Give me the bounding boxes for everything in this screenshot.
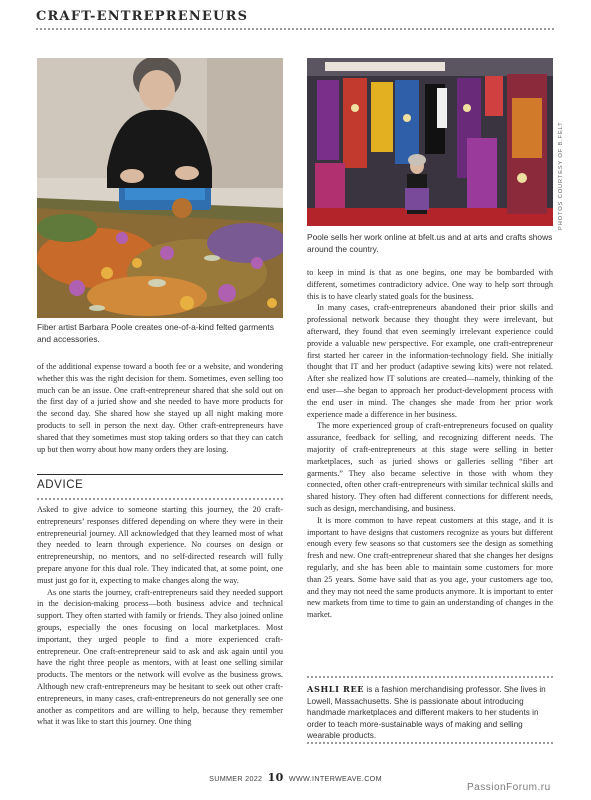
author-name: ASHLI REE [307, 684, 365, 694]
section-title: CRAFT-ENTREPRENEURS [36, 9, 249, 24]
footer-website: WWW.INTERWEAVE.COM [288, 774, 382, 783]
photo-caption-left: Fiber artist Barbara Poole creates one-of-a-kind felted garments and accessories. [37, 322, 274, 344]
right-column [307, 267, 553, 621]
header-divider [36, 28, 554, 30]
watermark: PassionForum.ru [467, 782, 551, 793]
right-paragraph-1: to keep in mind is that as one begins, one may be bombarded with different, sometimes contradictory advice. One way to help sort through this is to have clearly stated goals for the business. [307, 268, 553, 301]
footer-issue: SUMMER 2022 [209, 774, 263, 783]
left-intro-paragraph: of the additional expense toward a booth fee or a website, and wondering whether this was the right decision for them. Sometimes, even selling too much can be an issue. One craft-entrepreneur shared that she sold out on the first day of a juried show and she needed to have more products for the second day. She shared how she stayed up all night making more products to sell in person the next day. Other craft-entrepreneurs have shared that they sometimes must stop taking orders so that they can catch up but then worry about how many orders they are losing. [37, 362, 283, 454]
right-paragraph-3: The more experienced group of craft-entrepreneurs focused on quality assurance, feedback for selling, and recognizing different needs. The majority of craft-entrepreneurs at this stage were selling in better marketplaces, such as juried shows or galleries selling “fiber art garments.” They also became selective in those with whom they connected, often other craft-entrepreneurs with similar technical skills and shared history. They often had different connections for different needs, such as design, merchandising, and business. [307, 421, 553, 513]
photo-credit: PHOTOS COURTESY OF B.FELT [558, 121, 564, 230]
photo-artist-felting-image [37, 58, 283, 318]
right-paragraph-2: In many cases, craft-entrepreneurs abandoned their prior skills and professional network because they thought they were irrelevant, but afterward, they found that even seemingly irrelevant experience could provide a valuable new perspective. For example, one craft-entrepreneur first started her career in the information-technology field. She initially thought that IT and her product (adaptive sewing kits) were not related. After she realized how IT solutions are created—namely, thinking of the end user—she began to approach her product-development process with the end user in mind. The changes she made from her prior work experience made a difference in her business. [307, 303, 553, 419]
photo-artist-felting [37, 58, 283, 318]
left-column [37, 361, 283, 455]
bio-bottom-divider [307, 742, 553, 744]
photo-booth [307, 58, 553, 226]
advice-body [37, 504, 283, 728]
advice-heading: ADVICE [37, 479, 84, 491]
photo-booth-image [307, 58, 553, 226]
bio-top-divider [307, 676, 553, 678]
advice-paragraph-2: As one starts the journey, craft-entrepreneurs said they needed support in the decision-making process—both business advice and technical support. They often started with family or friends. They also joined online groups, especially the ones focusing on local marketplaces. Most important, they urged people to find a more experienced craft-entrepreneur. One craft-entrepreneur said to ask and ask again until you have the right three people as mentors, with at least one selling similar products. The mentors or the network will evolve as the business grows. Although new craft-entrepreneurs may be hesitant to seek out other craft-entrepreneurs, in many cases, craft-entrepreneurs do not generally see one another as competitors and are willing to help, because they remember what it was like to start this journey. One thing [37, 587, 283, 727]
right-paragraph-4: It is more common to have repeat customers at this stage, and it is important to have designs that customers recognize as yours but different enough every few seasons so that customers see the design as something fresh and new. One craft-entrepreneur shared that she changes her designs regularly, and she has been able to maintain some customers for more than 25 years. Some have said that as you age, your customers age too, and they may not need the same products anymore. It is important to enter new markets from time to time to gain an understanding of changes in the market. [307, 515, 553, 620]
author-bio [307, 684, 553, 742]
page-number: 10 [267, 771, 284, 784]
author-bio-text: is a fashion merchandising professor. She lives in Lowell, Massachusetts. She is passionate about introducing handmade marketplaces and different makers to her students in order to teach more-sustainable ways of making and selling wearable products. [307, 685, 546, 740]
advice-top-rule [37, 474, 283, 475]
advice-paragraph-1: Asked to give advice to someone starting this journey, the 20 craft-entrepreneurs’ responses differed depending on where they were in their entrepreneurial journey. All acknowledged that they learned most of what they needed to learn through experience. No courses on design or entrepreneurship, no mentors, and no self-directed research will fully prepare anyone for this dual role. They indicated that, at some point, one must just go for it, expecting to make changes along the way. [37, 505, 283, 585]
photo-caption-right: Poole sells her work online at bfelt.us and at arts and crafts shows around the country. [307, 232, 553, 254]
advice-divider [37, 498, 283, 500]
